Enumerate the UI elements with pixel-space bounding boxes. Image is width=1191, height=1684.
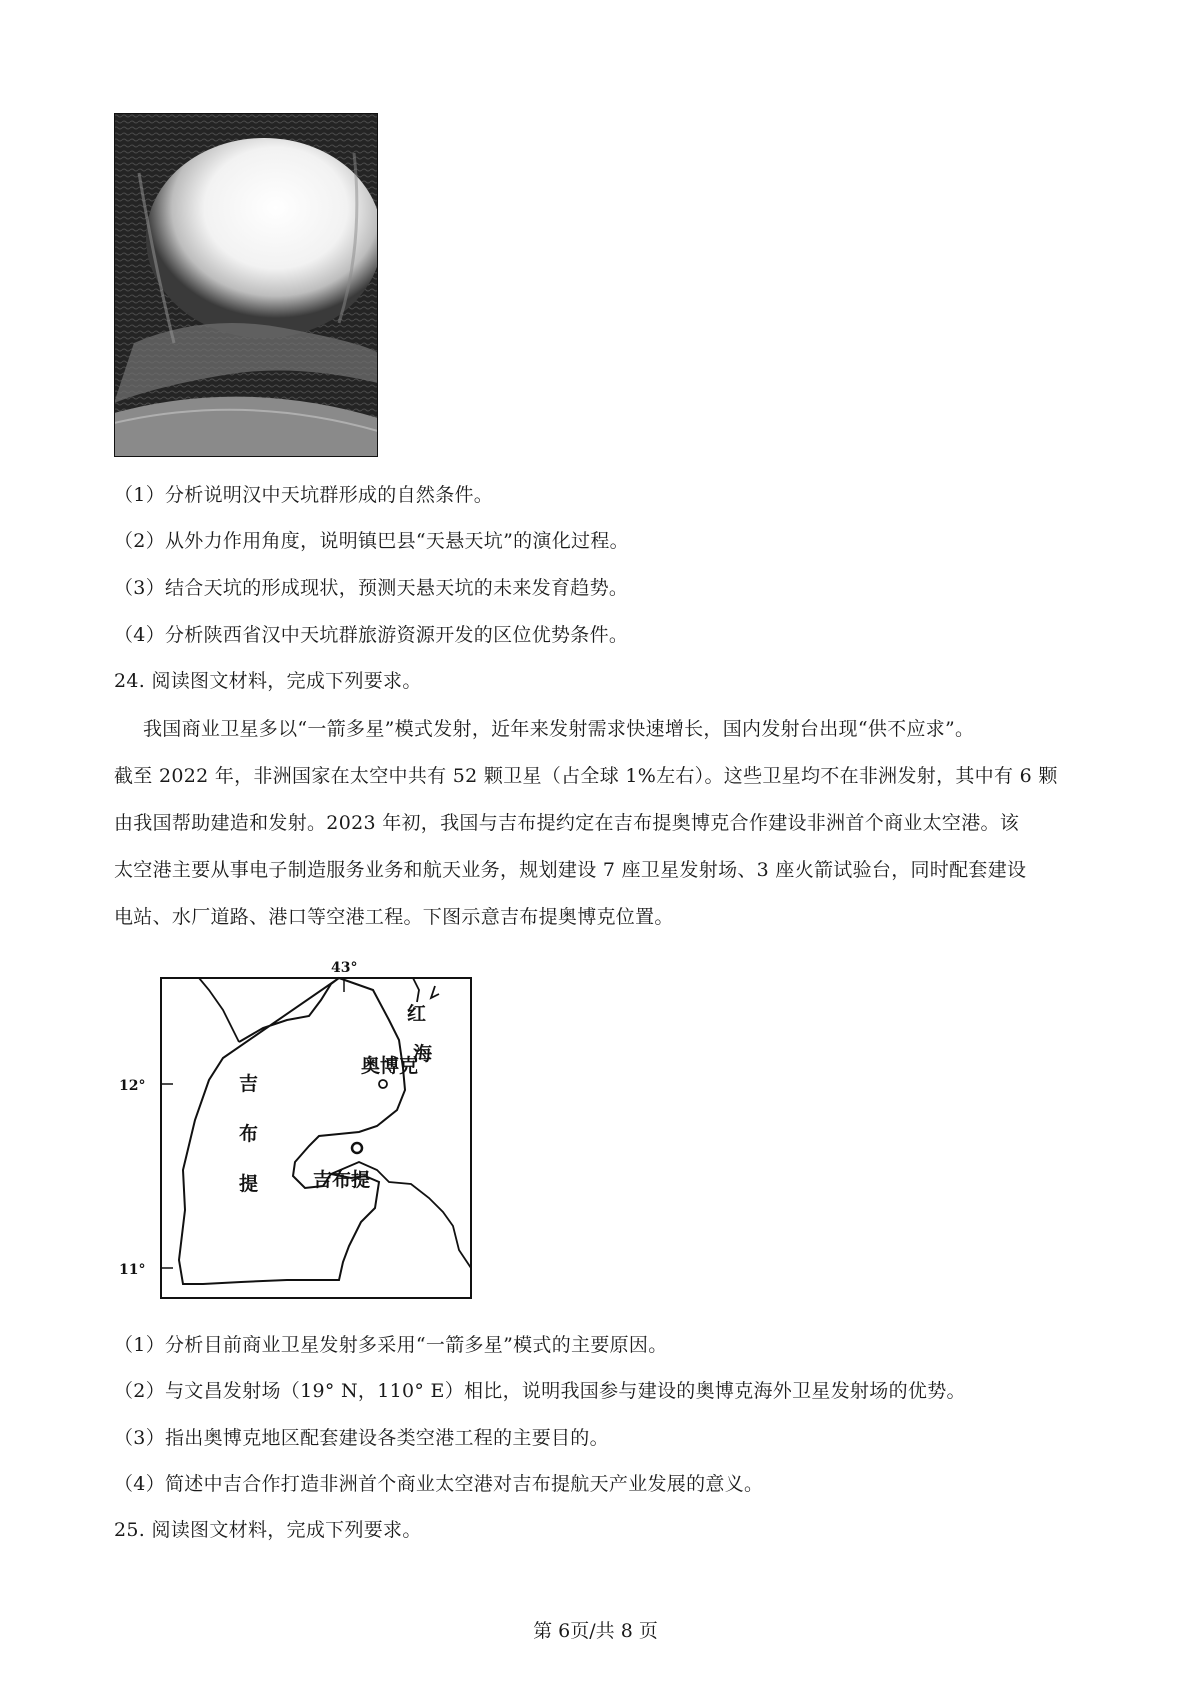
- q24-item-1: （1）分析目前商业卫星发射多采用“一箭多星”模式的主要原因。: [114, 1334, 668, 1356]
- q24-paragraph-line: 截至 2022 年，非洲国家在太空中共有 52 颗卫星（占全球 1%左右）。这些卫星均不在非洲发射，其中有 6 颗: [114, 765, 1058, 787]
- q23-item-3: （3）结合天坑的形成现状，预测天悬天坑的未来发育趋势。: [114, 577, 629, 599]
- longitude-label: 43°: [331, 960, 358, 976]
- q24-heading: 24. 阅读图文材料，完成下列要求。: [114, 670, 422, 692]
- djibouti-border: [179, 978, 405, 1284]
- q24-item-3: （3）指出奥博克地区配套建设各类空港工程的主要目的。: [114, 1427, 609, 1449]
- djibouti-location-map: [113, 950, 480, 1313]
- q24-item-4: （4）简述中吉合作打造非洲首个商业太空港对吉布提航天产业发展的意义。: [114, 1473, 764, 1495]
- red-sea-label-1: 红: [407, 1003, 427, 1025]
- q23-item-4: （4）分析陕西省汉中天坑群旅游资源开发的区位优势条件。: [114, 624, 629, 646]
- q24-paragraph-line: 电站、水厂道路、港口等空港工程。下图示意吉布提奥博克位置。: [114, 906, 674, 928]
- country-label-2: 布: [239, 1123, 259, 1145]
- page-footer: 第 6页/共 8 页: [533, 1620, 658, 1642]
- q24-item-2: （2）与文昌发射场（19° N，110° E）相比，说明我国参与建设的奥博克海外卫星发射场的优势。: [114, 1380, 966, 1402]
- djibouti-city-marker: [352, 1143, 362, 1153]
- obock-label: 奥博克: [361, 1055, 419, 1077]
- q24-paragraph-line: 我国商业卫星多以“一箭多星”模式发射，近年来发射需求快速增长，国内发射台出现“供不应求”。: [143, 718, 975, 740]
- latitude-label-12: 12°: [119, 1078, 146, 1094]
- q23-item-1: （1）分析说明汉中天坑群形成的自然条件。: [114, 484, 494, 506]
- q23-item-2: （2）从外力作用角度，说明镇巴县“天悬天坑”的演化过程。: [114, 530, 629, 552]
- latitude-label-11: 11°: [119, 1262, 146, 1278]
- q24-paragraph-line: 由我国帮助建造和发射。2023 年初，我国与吉布提约定在吉布提奥博克合作建设非洲首个商业太空港。该: [114, 812, 1020, 834]
- country-label-1: 吉: [239, 1073, 259, 1095]
- obock-marker: [379, 1080, 387, 1088]
- red-sea-label-2: 海: [413, 1043, 433, 1065]
- sinkhole-photo: [114, 113, 378, 457]
- q24-paragraph-line: 太空港主要从事电子制造服务业务和航天业务，规划建设 7 座卫星发射场、3 座火箭试验台，同时配套建设: [114, 859, 1027, 881]
- djibouti-city-label: 吉布提: [313, 1169, 371, 1191]
- red-sea-coast: [413, 978, 439, 1002]
- q25-heading: 25. 阅读图文材料，完成下列要求。: [114, 1519, 422, 1541]
- country-label-3: 提: [239, 1173, 259, 1195]
- western-border: [199, 978, 239, 1042]
